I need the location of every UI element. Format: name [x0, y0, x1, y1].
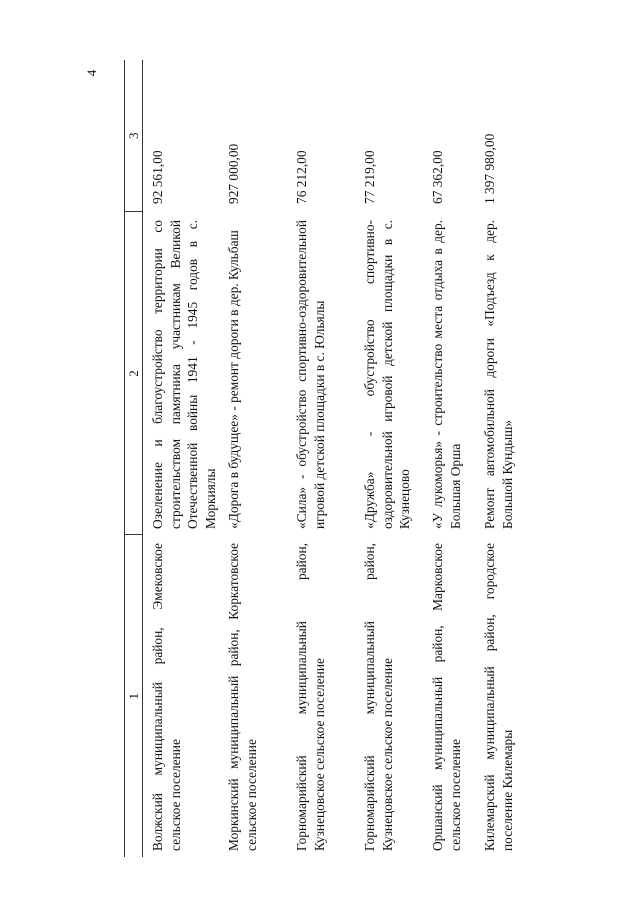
table-row — [143, 60, 220, 857]
municipality-cell: Моркинский муниципальный район, Коркатовское сельское поселение — [226, 543, 259, 851]
municipality-cell: Оршанский муниципальный район, Марковское сельское поселение — [430, 543, 463, 851]
project-cell: «Дорога в будущее» - ремонт дороги в дер. Кульбаш — [226, 230, 241, 529]
project-cell: «У лукоморья» - строительство места отдыха в дер. Большая Орша — [430, 220, 463, 529]
table-row — [475, 60, 525, 857]
amount-cell: 76 212,00 — [294, 150, 309, 204]
project-cell: Озеленение и благоустройство территории со строительством памятника участникам Великой Отечественной войны 1941 - 1945 годов в с. Моркиялы — [150, 220, 218, 529]
table-header-row — [125, 60, 143, 857]
funding-table — [124, 60, 525, 857]
column-header-1: 1 — [125, 535, 143, 857]
municipality-cell: Килемарский муниципальный район, городское поселение Килемары — [482, 543, 515, 851]
amount-cell: 1 397 980,00 — [482, 133, 497, 204]
table-row — [287, 60, 355, 857]
table-row — [423, 60, 475, 857]
project-cell: Ремонт автомобильной дороги «Подъезд к дер. Большой Кундыш» — [482, 220, 515, 529]
column-header-3: 3 — [125, 60, 143, 212]
municipality-cell: Горномарийский муниципальный район, Кузнецовское сельское поселение — [362, 543, 395, 851]
page-number: 4 — [84, 69, 99, 77]
column-header-2: 2 — [125, 212, 143, 535]
amount-cell: 927 000,00 — [226, 143, 241, 204]
municipality-cell: Волжский муниципальный район, Эмековское сельское поселение — [150, 543, 183, 851]
amount-cell: 67 362,00 — [430, 150, 445, 204]
funding-table-container — [124, 60, 523, 857]
table-row — [219, 60, 287, 857]
project-cell: «Сила» - обустройство спортивно-оздоровительной игровой детской площадки в с. Юльялы — [294, 220, 327, 529]
amount-cell: 77 219,00 — [362, 150, 377, 204]
table-row — [355, 60, 423, 857]
project-cell: «Дружба» - обустройство спортивно-оздоровительной игровой детской площадки в с. Кузнецово — [362, 220, 412, 529]
municipality-cell: Горномарийский муниципальный район, Кузнецовское сельское поселение — [294, 543, 327, 851]
amount-cell: 92 561,00 — [150, 150, 165, 204]
